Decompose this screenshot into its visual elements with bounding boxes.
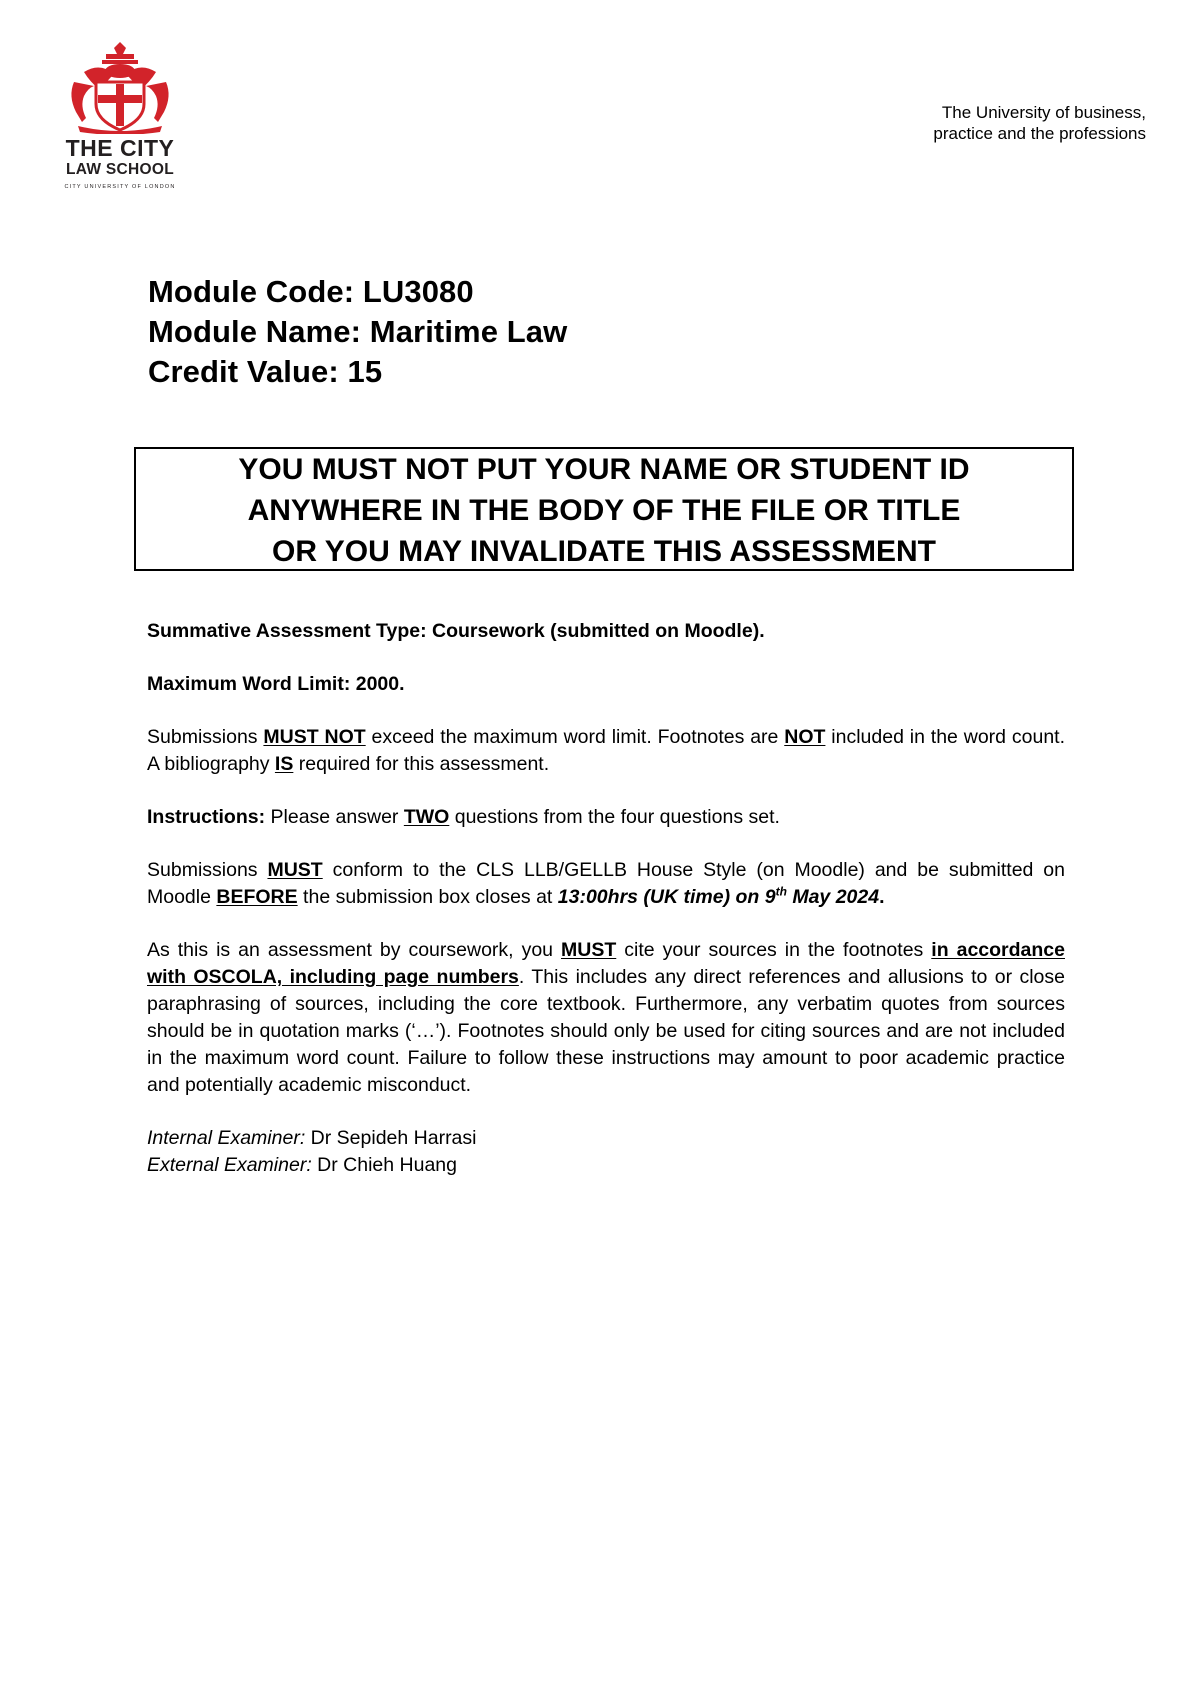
- warning-line-2: ANYWHERE IN THE BODY OF THE FILE OR TITLE: [247, 494, 961, 527]
- emphasis-must: MUST: [267, 859, 323, 881]
- deadline-time: 13:00hrs (UK time) on 9: [557, 886, 776, 908]
- module-code: Module Code: LU3080: [148, 274, 474, 309]
- internal-examiner: [147, 1125, 1065, 1152]
- university-tagline: [826, 102, 1146, 144]
- citation-paragraph: [147, 937, 1065, 1099]
- text: Submissions: [147, 726, 264, 748]
- logo-subtitle: LAW SCHOOL: [65, 161, 175, 178]
- examiners: [147, 1125, 1065, 1179]
- emphasis-must: MUST: [561, 939, 617, 961]
- text: As this is an assessment by coursework, you: [147, 939, 562, 961]
- text: cite your sources in the footnotes: [616, 939, 932, 961]
- assessment-instructions: [147, 618, 1065, 1179]
- text: included in the word count. A bibliography: [147, 726, 1065, 775]
- external-examiner: [147, 1152, 1065, 1179]
- internal-examiner-name: Dr Sepideh Harrasi: [305, 1127, 477, 1149]
- emphasis-must-not: MUST NOT: [263, 726, 366, 748]
- text: .: [879, 886, 885, 908]
- text: . This includes any direct references and allusions to or close paraphrasing of sources, including the core textbook. Furthermore, any verbatim quotes from sources should be in quotation marks (‘…’). Footnotes should only be used for citing sources and are not included in the maximum word count. Failure to follow these instructions may amount to poor academic practice and potentially academic misconduct.: [147, 966, 1065, 1096]
- anonymity-warning-box: [134, 447, 1074, 571]
- emphasis-not: NOT: [784, 726, 826, 748]
- coat-of-arms-icon: [44, 42, 196, 134]
- emphasis-before: BEFORE: [216, 886, 298, 908]
- tagline-line-1: The University of business,: [941, 103, 1146, 122]
- text: the submission box closes at: [297, 886, 558, 908]
- text: Submissions: [147, 859, 268, 881]
- deadline-superscript: th: [775, 884, 787, 899]
- word-limit: Maximum Word Limit: 2000.: [147, 673, 405, 695]
- tagline-line-2: practice and the professions: [933, 124, 1146, 143]
- instructions-label: Instructions:: [147, 806, 266, 828]
- warning-line-1: YOU MUST NOT PUT YOUR NAME OR STUDENT ID: [238, 453, 970, 486]
- word-limit-paragraph: [147, 724, 1065, 778]
- text: exceed the maximum word limit. Footnotes are: [365, 726, 785, 748]
- text: conform to the CLS LLB/GELLB House Style (on Moodle) and be submitted on Moodle: [147, 859, 1065, 908]
- deadline-date: May 2024: [786, 886, 880, 908]
- logo-university: CITY UNIVERSITY OF LONDON: [64, 184, 176, 190]
- external-examiner-label: External Examiner:: [147, 1154, 312, 1176]
- internal-examiner-label: Internal Examiner:: [147, 1127, 306, 1149]
- text: Please answer: [265, 806, 404, 828]
- text: questions from the four questions set.: [449, 806, 780, 828]
- external-examiner-name: Dr Chieh Huang: [311, 1154, 457, 1176]
- text: required for this assessment.: [293, 753, 550, 775]
- emphasis-two: TWO: [403, 806, 450, 828]
- emphasis-oscola: in accordance with OSCOLA, including page numbers: [147, 939, 1065, 988]
- module-info: [148, 272, 1048, 392]
- credit-value: Credit Value: 15: [148, 354, 383, 389]
- logo-title: THE CITY: [65, 135, 175, 161]
- assessment-type: Summative Assessment Type: Coursework (submitted on Moodle).: [147, 620, 765, 642]
- module-name: Module Name: Maritime Law: [148, 314, 568, 349]
- instructions-paragraph: [147, 804, 1065, 831]
- warning-line-3: OR YOU MAY INVALIDATE THIS ASSESSMENT: [272, 535, 936, 568]
- city-law-school-logo: [44, 42, 196, 202]
- emphasis-is: IS: [274, 753, 294, 775]
- submission-paragraph: [147, 857, 1065, 911]
